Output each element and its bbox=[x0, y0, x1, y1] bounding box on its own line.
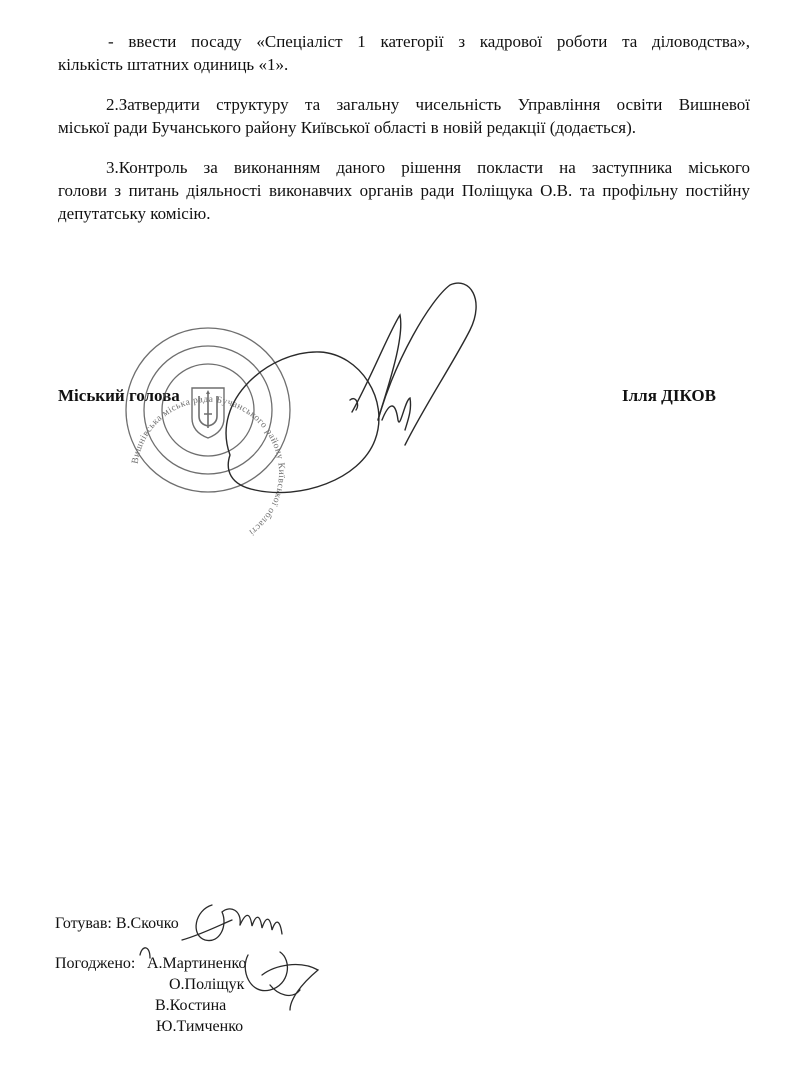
paragraph-approve-structure bbox=[58, 93, 750, 139]
prepared-by bbox=[55, 913, 179, 934]
official-seal-icon bbox=[126, 328, 290, 537]
agreed-label: Погоджено: bbox=[55, 955, 136, 972]
paragraph-line: голови з питань діяльності виконавчих органів ради Поліщука О.В. та профільну постійну депутатську комісію. bbox=[58, 181, 750, 223]
mayor-signature-icon bbox=[226, 283, 476, 492]
paragraph-position-introduction bbox=[58, 30, 750, 76]
agreed-name: В.Костина bbox=[155, 997, 227, 1014]
signatory-position: Міський голова bbox=[58, 386, 180, 405]
paragraph-control bbox=[58, 156, 750, 225]
agreed-names-list bbox=[147, 953, 246, 1037]
prepared-label: Готував: bbox=[55, 915, 112, 932]
paragraph-line: - ввести посаду «Спеціаліст 1 категорії з кадрової роботи та діловодства», bbox=[108, 32, 750, 51]
agreed-name: О.Поліщук bbox=[169, 976, 245, 993]
prepared-name: В.Скочко bbox=[115, 915, 179, 932]
agreed-name: А.Мартиненко bbox=[147, 955, 247, 972]
agreed-name: Ю.Тимченко bbox=[156, 1018, 244, 1035]
paragraph-line: кількість штатних одиниць «1». bbox=[58, 55, 289, 74]
paragraph-line: міської ради Бучанського району Київської області в новій редакції (додається). bbox=[58, 118, 636, 137]
trident-coat-of-arms-icon bbox=[192, 388, 224, 438]
svg-text:Вишнівська міська рада Бучансь: Вишнівська міська рада Бучанського району Київської області bbox=[130, 394, 287, 538]
paragraph-line: 2.Затвердити структуру та загальну чисельність Управління освіти Вишневої bbox=[106, 95, 750, 114]
paragraph-line: 3.Контроль за виконанням даного рішення покласти на заступника міського bbox=[106, 158, 750, 177]
signatory-name: Ілля ДІКОВ bbox=[622, 386, 716, 405]
prepared-signature-icon bbox=[182, 905, 282, 941]
